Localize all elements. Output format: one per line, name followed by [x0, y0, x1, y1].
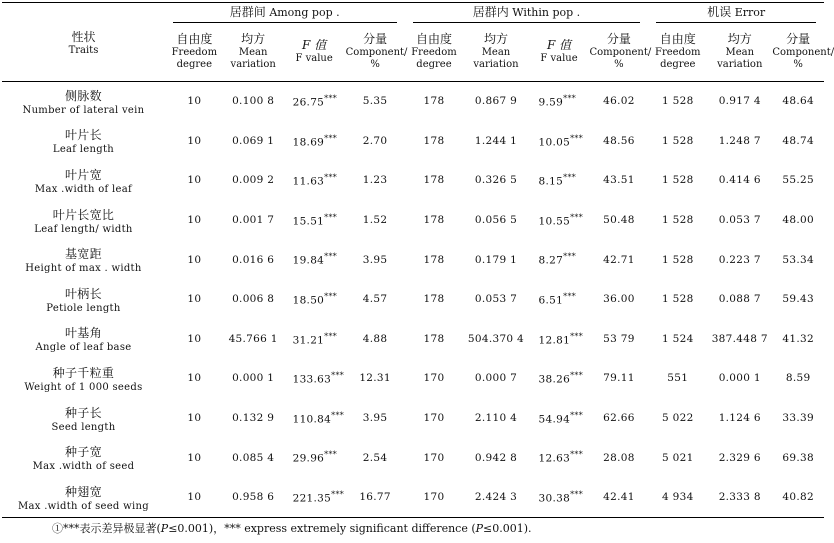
among-component: 4.57 — [362, 293, 388, 306]
significance-stars: *** — [324, 450, 338, 460]
among-f: 29.96*** — [292, 450, 338, 465]
among-f: 19.84*** — [292, 252, 338, 267]
among-df: 10 — [165, 477, 224, 517]
col-df: 自由度 Freedom degree — [648, 23, 707, 81]
within-f: 6.51*** — [538, 292, 577, 307]
trait-name-en: Max .width of seed — [32, 461, 135, 473]
within-component: 43.51 — [603, 174, 635, 187]
trait-name-en: Leaf length/ width — [34, 223, 133, 235]
table-row — [2, 398, 824, 438]
significance-stars: *** — [570, 212, 584, 222]
error-df: 1 524 — [662, 332, 694, 345]
among-f: 31.21*** — [292, 331, 338, 347]
error-df: 5 022 — [662, 412, 694, 425]
group-among-en: Among pop . — [269, 6, 340, 19]
error-ms: 2.329 6 — [718, 451, 761, 464]
significance-stars: *** — [570, 489, 584, 499]
table-row — [2, 438, 824, 478]
trait-name-en: Max .width of leaf — [34, 183, 132, 195]
among-ms: 0.132 9 — [232, 412, 275, 425]
col-ms: 均方 Mean variation — [224, 23, 283, 81]
among-component: 1.52 — [362, 214, 388, 227]
trait-cell — [2, 121, 165, 161]
significance-stars: *** — [324, 292, 338, 302]
trait-name-en: Number of lateral vein — [22, 104, 145, 116]
table-row — [2, 200, 824, 240]
trait-name-zh: 种翅宽 — [65, 484, 102, 499]
within-df: 178 — [423, 214, 445, 227]
col-f: F 值 F value — [529, 23, 590, 81]
within-df: 170 — [423, 451, 445, 464]
trait-name-en: Max .width of seed wing — [17, 500, 149, 512]
among-f: 110.84*** — [292, 410, 345, 426]
trait-name-zh: 侧脉数 — [65, 88, 102, 103]
among-component: 16.77 — [346, 477, 405, 517]
within-component: 28.08 — [603, 451, 635, 464]
among-f: 26.75*** — [292, 94, 338, 109]
among-ms: 0.958 6 — [224, 477, 283, 517]
within-df: 170 — [405, 477, 464, 517]
among-component: 3.95 — [362, 412, 388, 425]
significance-stars: *** — [331, 489, 345, 499]
table-body — [2, 81, 824, 518]
table-row — [2, 161, 824, 201]
within-df: 178 — [423, 293, 445, 306]
col-comp: 分量 Component/ % — [772, 23, 824, 81]
table-row — [2, 359, 824, 399]
error-df: 1 528 — [662, 95, 694, 108]
error-component: 48.64 — [782, 95, 814, 108]
among-ms: 0.001 7 — [232, 214, 275, 227]
within-component: 42.41 — [590, 477, 649, 517]
trait-cell — [2, 161, 165, 201]
error-component: 53.34 — [782, 253, 814, 266]
within-ms: 2.424 3 — [463, 477, 528, 517]
within-f: 30.38*** — [529, 477, 590, 517]
trait-name-en: Angle of leaf base — [35, 342, 132, 354]
within-ms: 1.244 1 — [474, 134, 518, 147]
within-component: 36.00 — [603, 293, 635, 306]
significance-stars: *** — [563, 94, 577, 104]
significance-stars: *** — [331, 410, 345, 420]
error-ms: 0.000 1 — [718, 372, 761, 385]
traits-header-en: Traits — [68, 44, 99, 56]
error-component: 48.00 — [782, 214, 814, 227]
significance-stars: *** — [563, 173, 577, 183]
error-df: 1 528 — [662, 214, 694, 227]
traits-header-zh: 性状 — [71, 29, 96, 44]
col-df: 自由度 Freedom degree — [165, 23, 224, 81]
among-ms: 45.766 1 — [228, 332, 278, 345]
within-f: 38.26*** — [538, 371, 584, 386]
among-ms: 0.009 2 — [232, 174, 275, 187]
trait-name-zh: 种子千粒重 — [52, 365, 115, 380]
col-ms: 均方 Mean variation — [463, 23, 528, 81]
trait-name-zh: 种子宽 — [65, 445, 102, 460]
error-df: 551 — [667, 372, 689, 385]
within-ms: 0.053 7 — [474, 293, 518, 306]
within-ms: 2.110 4 — [474, 412, 518, 425]
significance-stars: *** — [324, 173, 338, 183]
among-df: 10 — [187, 174, 202, 187]
group-error — [648, 3, 824, 24]
within-ms: 504.370 4 — [467, 332, 525, 345]
trait-cell — [2, 398, 165, 438]
error-component: 8.59 — [785, 372, 811, 385]
col-df: 自由度 Freedom degree — [405, 23, 464, 81]
trait-cell — [2, 319, 165, 359]
error-df: 1 528 — [662, 293, 694, 306]
error-ms: 1.248 7 — [718, 134, 761, 147]
group-among-zh: 居群间 — [229, 5, 266, 19]
error-component: 69.38 — [782, 451, 814, 464]
error-df: 1 528 — [662, 174, 694, 187]
group-error-en: Error — [734, 6, 766, 19]
significance-stars: *** — [570, 133, 584, 143]
within-ms: 0.000 7 — [474, 372, 518, 385]
significance-stars: *** — [324, 252, 338, 262]
within-component: 46.02 — [603, 95, 635, 108]
significance-stars: *** — [570, 331, 584, 341]
among-df: 10 — [187, 253, 202, 266]
group-error-zh: 机误 — [707, 5, 732, 19]
trait-cell — [2, 240, 165, 280]
within-ms: 0.326 5 — [474, 174, 518, 187]
significance-stars: *** — [324, 133, 338, 143]
within-component: 48.56 — [603, 134, 635, 147]
error-component: 59.43 — [782, 293, 814, 306]
within-component: 62.66 — [603, 412, 635, 425]
error-ms: 2.333 8 — [707, 477, 772, 517]
among-component: 5.35 — [362, 95, 388, 108]
group-within-en: Within pop . — [512, 6, 581, 19]
table-row — [2, 279, 824, 319]
error-ms: 0.917 4 — [718, 95, 761, 108]
error-df: 1 528 — [662, 253, 694, 266]
among-df: 10 — [187, 293, 202, 306]
within-f: 8.15*** — [538, 173, 577, 188]
trait-name-en: Weight of 1 000 seeds — [24, 381, 143, 393]
within-df: 178 — [423, 332, 445, 345]
error-component: 40.82 — [772, 477, 824, 517]
significance-stars: *** — [570, 371, 584, 381]
error-ms: 1.124 6 — [718, 412, 761, 425]
among-component: 12.31 — [359, 372, 391, 385]
within-df: 178 — [423, 95, 445, 108]
error-ms: 0.414 6 — [718, 174, 761, 187]
among-df: 10 — [187, 372, 202, 385]
within-f: 54.94*** — [538, 410, 584, 426]
trait-cell — [2, 81, 165, 121]
group-header-row — [2, 3, 824, 24]
trait-name-zh: 叶片长 — [65, 128, 102, 143]
within-component: 79.11 — [603, 372, 635, 385]
error-component: 33.39 — [782, 412, 814, 425]
among-component: 2.70 — [362, 134, 388, 147]
significance-stars: *** — [570, 450, 584, 460]
trait-cell — [2, 279, 165, 319]
significance-stars: *** — [331, 371, 345, 381]
error-ms: 387.448 7 — [711, 332, 768, 345]
trait-name-en: Seed length — [51, 421, 116, 433]
within-df: 170 — [423, 412, 445, 425]
within-f: 12.63*** — [538, 450, 584, 465]
within-component: 50.48 — [603, 214, 635, 227]
within-f: 10.55*** — [538, 212, 584, 228]
within-ms: 0.179 1 — [474, 253, 518, 266]
trait-name-zh: 基宽距 — [65, 247, 102, 262]
within-ms: 0.867 9 — [474, 95, 518, 108]
within-df: 178 — [423, 174, 445, 187]
table-row — [2, 240, 824, 280]
footnote: ①***表示差异极显著(P≤0.001)，*** express extremely significant difference (P≤0.001). — [52, 522, 532, 535]
table-row — [2, 121, 824, 161]
within-f: 12.81*** — [538, 331, 584, 347]
within-df: 170 — [423, 372, 445, 385]
among-component: 3.95 — [362, 253, 388, 266]
trait-cell — [2, 359, 165, 399]
among-df: 10 — [187, 451, 202, 464]
col-f: F 值 F value — [283, 23, 346, 81]
significance-stars: *** — [563, 252, 577, 262]
table-row — [2, 319, 824, 359]
group-within — [405, 3, 649, 24]
error-component: 41.32 — [782, 332, 814, 345]
trait-name-zh: 种子长 — [65, 405, 102, 420]
group-among — [165, 3, 405, 24]
trait-name-zh: 叶基角 — [65, 326, 102, 341]
among-df: 10 — [187, 95, 202, 108]
trait-cell — [2, 477, 165, 517]
among-ms: 0.100 8 — [232, 95, 275, 108]
among-f: 133.63*** — [292, 371, 345, 386]
among-component: 4.88 — [362, 332, 388, 345]
trait-name-en: Leaf length — [52, 144, 115, 156]
among-df: 10 — [187, 412, 202, 425]
trait-cell — [2, 200, 165, 240]
trait-name-zh: 叶片宽 — [65, 167, 102, 182]
among-ms: 0.069 1 — [232, 134, 275, 147]
among-df: 10 — [187, 214, 202, 227]
within-df: 178 — [423, 134, 445, 147]
among-f: 15.51*** — [292, 212, 338, 228]
significance-stars: *** — [324, 94, 338, 104]
within-f: 10.05*** — [538, 133, 584, 149]
among-df: 10 — [187, 134, 202, 147]
among-f: 18.69*** — [292, 133, 338, 149]
error-ms: 0.088 7 — [718, 293, 761, 306]
within-component: 53 79 — [603, 332, 635, 345]
among-f: 221.35*** — [283, 477, 346, 517]
error-ms: 0.053 7 — [718, 214, 761, 227]
error-component: 48.74 — [782, 134, 814, 147]
error-component: 55.25 — [782, 174, 814, 187]
among-component: 2.54 — [362, 451, 388, 464]
col-comp: 分量 Component/ % — [590, 23, 649, 81]
error-ms: 0.223 7 — [718, 253, 761, 266]
within-ms: 0.056 5 — [474, 214, 518, 227]
significance-stars: *** — [324, 331, 338, 341]
trait-name-en: Height of max . width — [25, 263, 142, 275]
among-ms: 0.006 8 — [232, 293, 275, 306]
trait-name-en: Petiole length — [46, 302, 121, 314]
col-comp: 分量 Component/ % — [346, 23, 405, 81]
table-row — [2, 477, 824, 517]
trait-name-zh: 叶片长宽比 — [52, 207, 115, 222]
within-f: 8.27*** — [538, 252, 577, 267]
among-ms: 0.000 1 — [232, 372, 275, 385]
trait-cell — [2, 438, 165, 478]
within-ms: 0.942 8 — [474, 451, 518, 464]
among-f: 18.50*** — [292, 292, 338, 307]
within-df: 178 — [423, 253, 445, 266]
anova-table — [2, 2, 834, 518]
within-f: 9.59*** — [538, 94, 577, 109]
table-row — [2, 81, 824, 121]
error-df: 4 934 — [648, 477, 707, 517]
among-ms: 0.085 4 — [232, 451, 275, 464]
among-component: 1.23 — [362, 174, 388, 187]
trait-name-zh: 叶柄长 — [65, 286, 102, 301]
significance-stars: *** — [570, 410, 584, 420]
significance-stars: *** — [324, 212, 338, 222]
group-within-zh: 居群内 — [472, 5, 509, 19]
traits-header — [2, 3, 165, 82]
among-ms: 0.016 6 — [232, 253, 275, 266]
error-df: 1 528 — [662, 134, 694, 147]
error-df: 5 021 — [662, 451, 694, 464]
among-df: 10 — [187, 332, 202, 345]
significance-stars: *** — [563, 292, 577, 302]
within-component: 42.71 — [603, 253, 635, 266]
among-f: 11.63*** — [292, 173, 338, 188]
col-ms: 均方 Mean variation — [707, 23, 772, 81]
